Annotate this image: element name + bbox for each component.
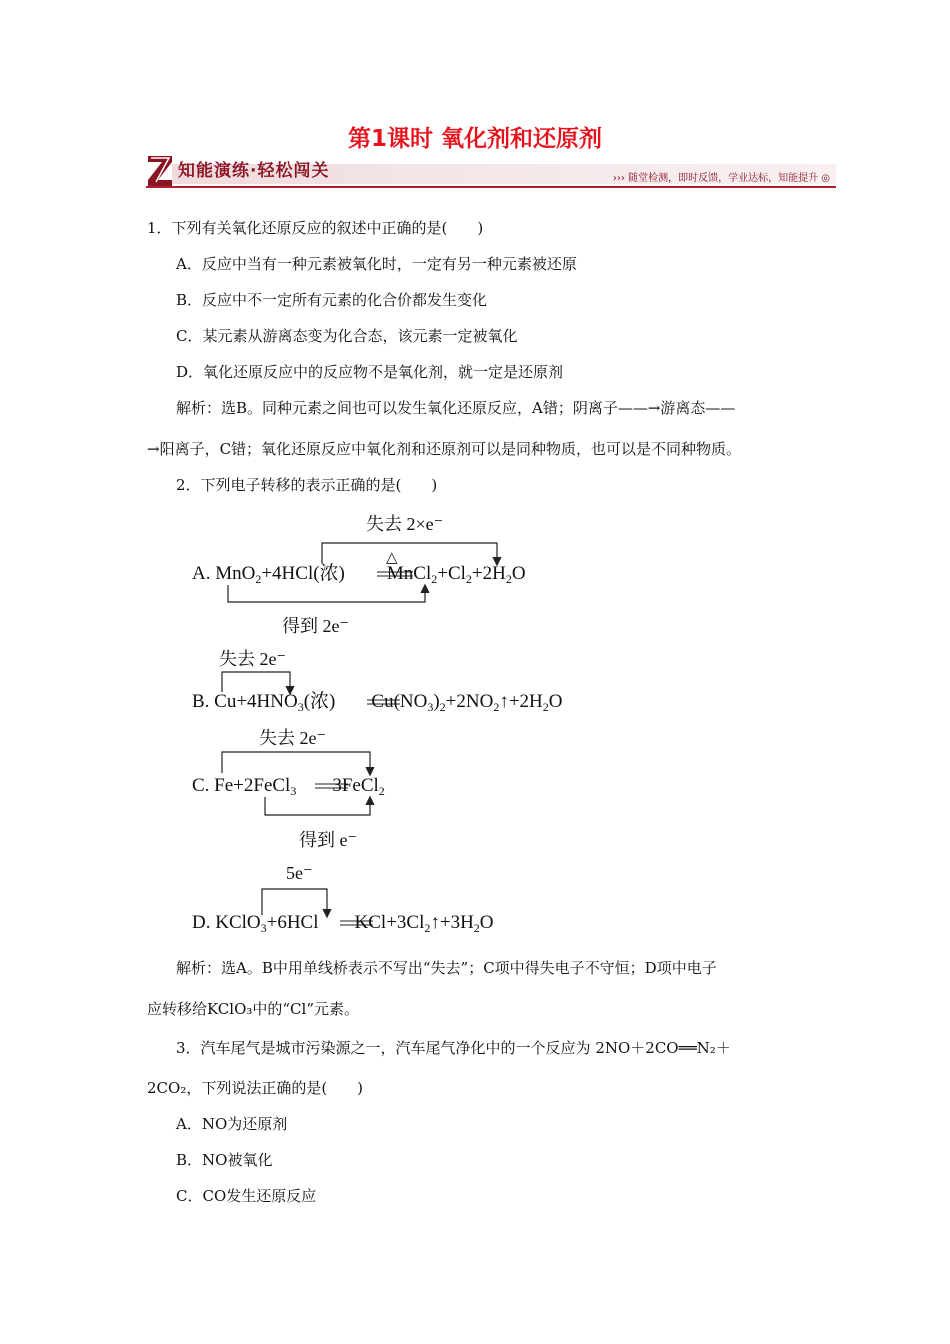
q2-option-d-equation: D. KClO$_3$+6HCl $KCl+3Cl_2↑+3H_2O$ [192,912,494,935]
q1-analysis-line1: 解析：选B。同种元素之间也可以发生氧化还原反应，A错；阴离子——→游离态—— [176,399,736,417]
q2-analysis-line2: 应转移给KClO₃中的“Cl”元素。 [147,1000,360,1018]
q3-option-a: A．NO为还原剂 [176,1115,288,1133]
page-title: 第1课时 氧化剂和还原剂 [347,126,602,152]
q2-option-b-equation: B. $Cu+4HNO_3$(浓) $Cu(NO_3)_2+2NO_2↑+2H_2O$ [192,691,563,714]
q1-option-a: A．反应中当有一种元素被氧化时，一定有另一种元素被还原 [176,255,577,273]
q1-option-c: C．某元素从游离态变为化合态，该元素一定被氧化 [176,327,518,345]
q2a-bottom-label: 得到 2e⁻ [282,616,349,636]
q2b-top-label: 失去 2e⁻ [219,649,286,669]
q2a-top-label: 失去 2×e⁻ [366,514,444,534]
q2c-top-label: 失去 2e⁻ [259,728,326,748]
q1-analysis-line2: →阳离子，C错；氧化还原反应中氧化剂和还原剂可以是同种物质，也可以是不同种物质。 [147,440,742,458]
q2-option-a-equation: A. MnO$_2$+4HCl(浓) $MnCl_2+Cl_2+2H_2O$ [192,563,526,586]
q2-stem: 2．下列电子转移的表示正确的是( ) [176,476,438,494]
q2d-top-label: 5e⁻ [286,863,313,883]
q1-option-d: D．氧化还原反应中的反应物不是氧化剂，就一定是还原剂 [176,363,564,381]
banner-slogan: ››› 随堂检测，即时反馈，学业达标，知能提升 ◎ [612,173,830,184]
q2a-heat-symbol: △ [386,550,398,566]
q3-stem-line2: 2CO₂，下列说法正确的是( ) [147,1079,364,1097]
q1-option-b: B．反应中不一定所有元素的化合价都发生变化 [176,291,488,309]
q3-option-c: C．CO发生还原反应 [176,1187,317,1205]
banner-label: 知能演练·轻松闯关 [178,161,330,181]
q2-option-c-equation: C. Fe+2FeCl$_3$ 3FeCl$_2$ [192,775,385,798]
q1-stem: 1．下列有关氧化还原反应的叙述中正确的是( ) [147,219,484,237]
q3-stem-line1: 3．汽车尾气是城市污染源之一，汽车尾气净化中的一个反应为 2NO＋2CO══N₂＋ [176,1039,731,1057]
q2c-bottom-label: 得到 e⁻ [299,830,357,850]
q3-option-b: B．NO被氧化 [176,1151,273,1169]
q2-analysis-line1: 解析：选A。B中用单线桥表示不写出“失去”；C项中得失电子不守恒；D项中电子 [176,959,717,977]
